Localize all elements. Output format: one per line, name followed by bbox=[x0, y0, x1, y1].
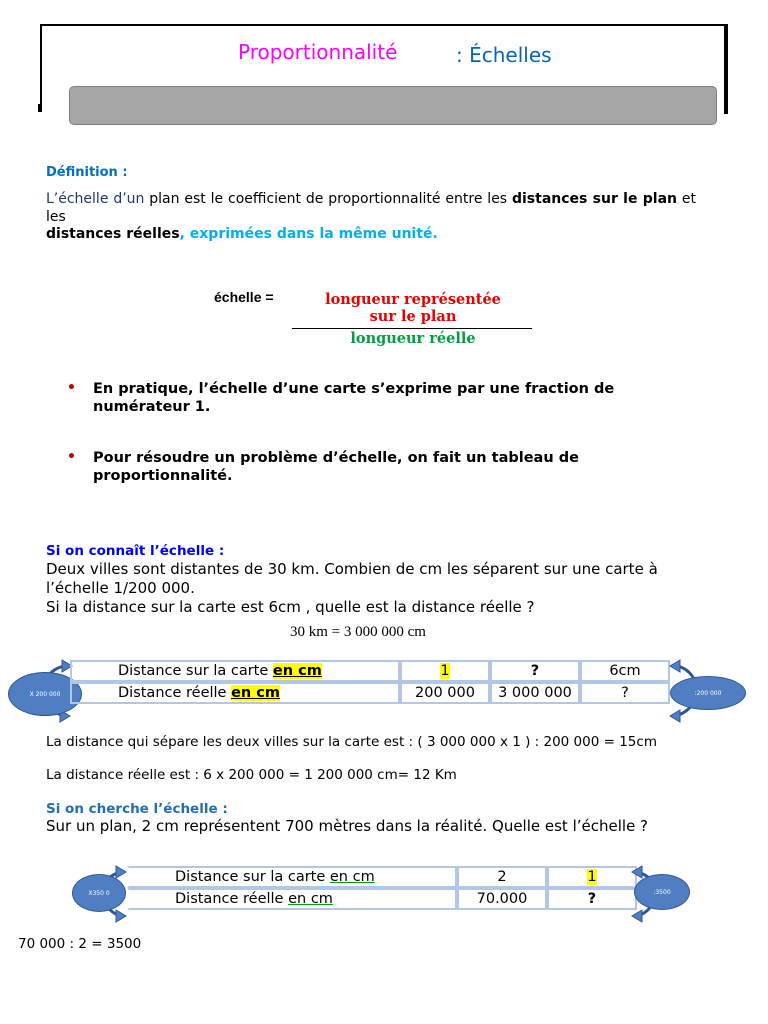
divide-operator: :200 000 bbox=[670, 676, 746, 710]
table-cell: 70.000 bbox=[457, 888, 547, 910]
fraction-bar bbox=[292, 328, 532, 329]
table-cell bbox=[70, 682, 400, 704]
numerator-line2: sur le plan bbox=[369, 308, 457, 325]
section1-text bbox=[46, 560, 658, 617]
bullet-line: numérateur 1. bbox=[93, 399, 211, 415]
page-subtitle: : Échelles bbox=[456, 43, 552, 67]
table-cell bbox=[70, 660, 400, 682]
bullet-line: proportionnalité. bbox=[93, 468, 233, 484]
proportion-table-2 bbox=[127, 866, 637, 910]
table-cell: ? bbox=[547, 888, 637, 910]
formula-numerator bbox=[296, 291, 530, 325]
result-line: La distance réelle est : 6 x 200 000 = 1 200 000 cm= 12 Km bbox=[46, 767, 457, 783]
section2-text: Sur un plan, 2 cm représentent 700 mètres dans la réalité. Quelle est l’échelle ? bbox=[46, 817, 649, 835]
definition-bold: distances sur le plan bbox=[511, 191, 678, 207]
unit-label: en cm bbox=[231, 685, 281, 701]
table-row bbox=[127, 866, 637, 888]
formula-label: échelle = bbox=[214, 289, 274, 305]
text-line: l’échelle 1/200 000. bbox=[46, 579, 195, 597]
bullet-icon: • bbox=[67, 380, 76, 396]
multiply-operator: X350 0 bbox=[72, 874, 126, 912]
page-title: Proportionnalité bbox=[238, 40, 398, 64]
definition-start: L’échelle d’un bbox=[46, 191, 145, 207]
formula-denominator: longueur réelle bbox=[350, 330, 476, 347]
text-line: Deux villes sont distantes de 30 km. Combien de cm les séparent sur une carte à bbox=[46, 560, 658, 578]
frame-corner bbox=[724, 104, 728, 114]
table-cell bbox=[400, 660, 490, 682]
table-cell: 6cm bbox=[580, 660, 670, 682]
table-cell bbox=[547, 866, 637, 888]
unit-label: en cm bbox=[329, 869, 375, 885]
result-line: 70 000 : 2 = 3500 bbox=[18, 936, 142, 952]
bullet-line: En pratique, l’échelle d’une carte s’exprime par une fraction de bbox=[93, 381, 615, 397]
divide-operator: :3500 bbox=[634, 874, 690, 910]
proportion-table-1 bbox=[70, 660, 670, 704]
bullet-item bbox=[93, 380, 614, 416]
bullet-line: Pour résoudre un problème d’échelle, on fait un tableau de bbox=[93, 450, 579, 466]
definition-title: Définition : bbox=[46, 165, 128, 180]
row-label: Distance sur la carte bbox=[118, 663, 273, 679]
unit-label: en cm bbox=[288, 891, 333, 907]
definition-text bbox=[46, 190, 696, 226]
table-cell: ? bbox=[580, 682, 670, 704]
table-row bbox=[70, 682, 670, 704]
table-row bbox=[70, 660, 670, 682]
cell-value: 1 bbox=[440, 663, 450, 679]
definition-bold2: distances réelles bbox=[46, 226, 180, 242]
table-cell bbox=[127, 866, 457, 888]
frame-corner bbox=[38, 104, 42, 112]
table-cell: 2 bbox=[457, 866, 547, 888]
bullet-item bbox=[93, 449, 579, 485]
numerator-line1: longueur représentée bbox=[325, 291, 501, 308]
table-cell: 200 000 bbox=[400, 682, 490, 704]
header-bar bbox=[69, 86, 717, 125]
unit-label: en cm bbox=[272, 663, 322, 679]
definition-cyan: , exprimées dans la même unité. bbox=[179, 226, 438, 242]
section2-title: Si on cherche l’échelle : bbox=[46, 801, 228, 817]
multiply-operator: X 200 000 bbox=[8, 672, 82, 716]
text-line: Si la distance sur la carte est 6cm , quelle est la distance réelle ? bbox=[46, 598, 535, 616]
row-label: Distance réelle bbox=[118, 685, 232, 701]
table-cell bbox=[127, 888, 457, 910]
definition-end: et les bbox=[46, 191, 696, 225]
definition-mid: plan est le coefficient de proportionnalité entre les bbox=[144, 191, 512, 207]
bullet-icon: • bbox=[67, 449, 76, 465]
row-label: Distance sur la carte bbox=[175, 869, 330, 885]
table-cell: ? bbox=[490, 660, 580, 682]
section1-title: Si on connaît l’échelle : bbox=[46, 543, 225, 559]
table-cell: 3 000 000 bbox=[490, 682, 580, 704]
definition-line2 bbox=[46, 226, 438, 242]
result-line: La distance qui sépare les deux villes sur la carte est : ( 3 000 000 x 1 ) : 200 000 = 15cm bbox=[46, 734, 657, 750]
row-label: Distance réelle bbox=[175, 891, 289, 907]
conversion-line: 30 km = 3 000 000 cm bbox=[290, 624, 426, 640]
cell-value: 1 bbox=[587, 869, 597, 885]
table-row bbox=[127, 888, 637, 910]
